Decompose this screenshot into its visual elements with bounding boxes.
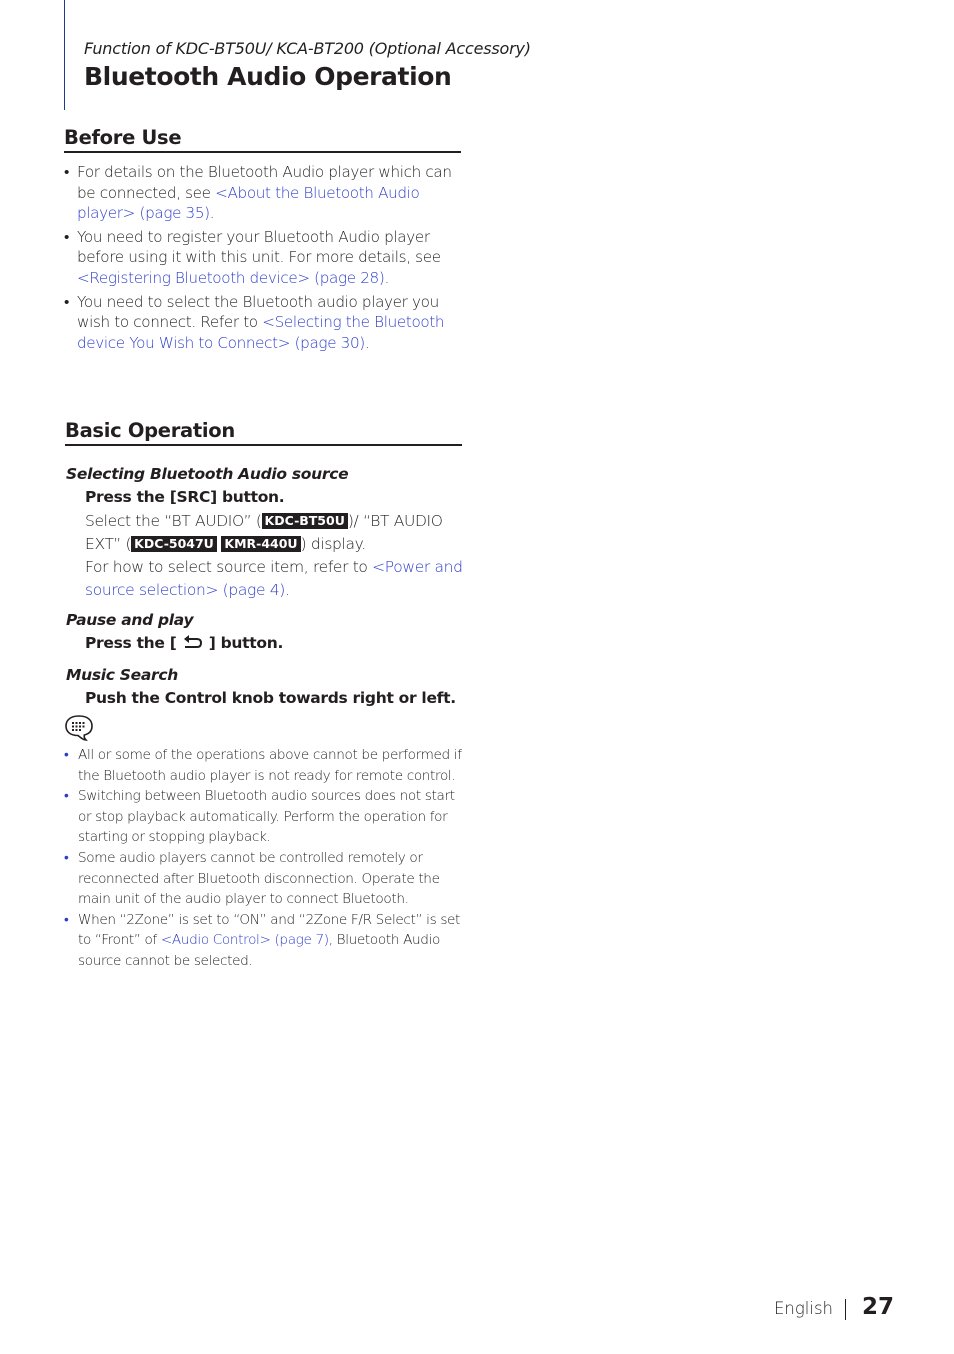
pause-play-subheading: Pause and play: [66, 611, 194, 629]
before-use-list: [64, 162, 464, 356]
reference-text-end: .: [284, 581, 290, 599]
instruction-text: Press the [: [85, 634, 177, 652]
note-text-end: , Bluetooth Audio source cannot be selected.: [78, 932, 440, 969]
notes-list: [64, 745, 466, 972]
registering-bluetooth-device-link[interactable]: <Registering Bluetooth device> (page 28): [77, 268, 385, 287]
select-display-text: [85, 510, 465, 556]
note-text: Switching between Bluetooth audio sources does not start or stop playback automatically. Perform the operation for starting or stopping playback.: [78, 788, 455, 846]
audio-control-link[interactable]: <Audio Control> (page 7): [160, 932, 329, 949]
list-item: [64, 910, 466, 972]
page-number: 27: [862, 1294, 895, 1320]
item-text-end: .: [364, 333, 370, 352]
bullet-icon: •: [64, 227, 69, 246]
item-text: For details on the Bluetooth Audio player which can be connected, see: [77, 163, 452, 202]
select-text-c: ) display.: [300, 535, 366, 553]
bullet-icon: •: [64, 911, 69, 928]
footer-divider: [845, 1299, 846, 1320]
note-speech-bubble-icon: [64, 714, 96, 742]
source-selection-reference: [85, 556, 465, 602]
select-text-a: Select the “BT AUDIO” (: [85, 512, 262, 530]
bullet-icon: •: [64, 292, 69, 311]
basic-operation-heading: Basic Operation: [65, 419, 462, 446]
reference-text: For how to select source item, refer to: [85, 558, 373, 576]
item-text: You need to register your Bluetooth Audio player before using it with this unit. For more details, see: [77, 227, 441, 267]
list-item: [64, 786, 466, 848]
music-search-subheading: Music Search: [66, 666, 178, 684]
model-badge-kmr-440u: KMR-440U: [221, 536, 300, 552]
src-button-instruction: Press the [SRC] button.: [85, 488, 285, 506]
bullet-icon: •: [64, 788, 69, 805]
about-bluetooth-audio-link[interactable]: <About the Bluetooth Audio player> (page 35): [77, 183, 420, 223]
bullet-icon: •: [64, 747, 69, 763]
footer-language: English: [774, 1299, 834, 1318]
selecting-bluetooth-device-link[interactable]: <Selecting the Bluetooth device You Wish to Connect> (page 30): [77, 313, 445, 352]
list-item: [64, 292, 464, 354]
power-source-selection-link[interactable]: <Power and source selection> (page 4): [85, 558, 463, 599]
selecting-source-subheading: Selecting Bluetooth Audio source: [66, 465, 349, 483]
list-item: [64, 162, 464, 224]
select-text-b: )/ “BT AUDIO EXT” (: [85, 512, 443, 553]
bullet-icon: •: [64, 849, 69, 866]
bullet-icon: •: [64, 163, 69, 181]
list-item: [64, 848, 466, 910]
item-text: You need to select the Bluetooth audio player you wish to connect. Refer to: [77, 292, 439, 332]
music-search-instruction: Push the Control knob towards right or left.: [85, 689, 456, 707]
function-subtitle: Function of KDC-BT50U/ KCA-BT200 (Optional Accessory): [84, 39, 531, 58]
instruction-text-end: ] button.: [208, 634, 284, 652]
note-text: All or some of the operations above cannot be performed if the Bluetooth audio player is not ready for remote control.: [78, 747, 462, 784]
list-item: [64, 227, 464, 289]
return-arrow-icon: [182, 634, 204, 650]
note-text: Some audio players cannot be controlled remotely or reconnected after Bluetooth disconnection. Operate the main unit of the audio player to connect Bluetooth.: [78, 849, 440, 908]
header-vertical-rule: [64, 0, 65, 110]
model-badge-kdc-5047u: KDC-5047U: [131, 536, 217, 552]
before-use-heading: Before Use: [64, 126, 461, 153]
note-text: When “2Zone” is set to “ON” and “2Zone F/R Select” is set to “Front” of: [78, 911, 461, 949]
pause-play-instruction: [85, 634, 283, 652]
item-text-end: .: [209, 204, 215, 223]
item-text-end: .: [384, 268, 389, 287]
model-badge-kdc-bt50u: KDC-BT50U: [262, 513, 348, 529]
page-title: Bluetooth Audio Operation: [84, 62, 452, 91]
list-item: [64, 745, 466, 786]
